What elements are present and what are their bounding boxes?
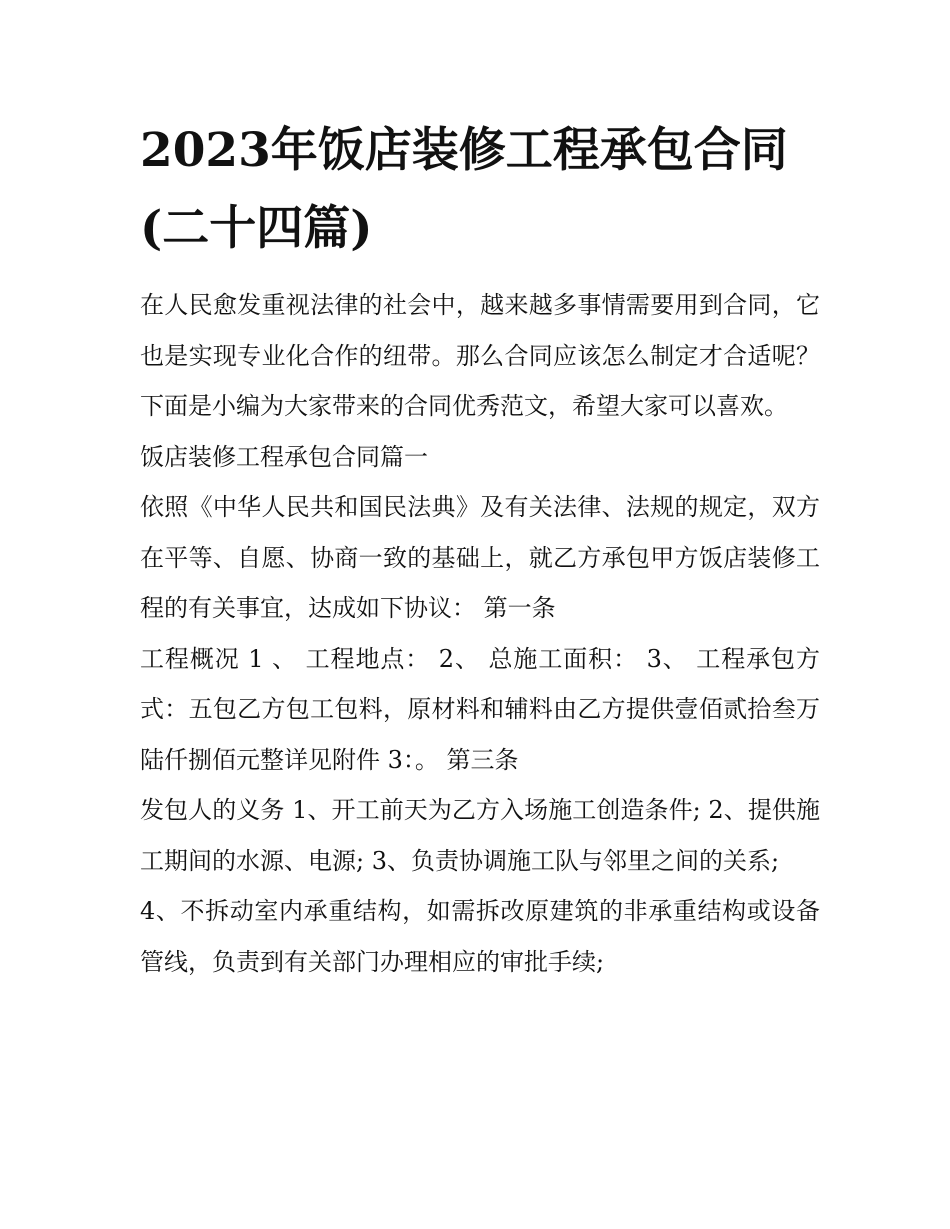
document-body bbox=[140, 280, 820, 987]
document-page bbox=[140, 112, 820, 987]
title-line-1: 2023年饭店装修工程承包合同 bbox=[140, 123, 788, 178]
section-heading: 饭店装修工程承包合同篇一 bbox=[140, 442, 428, 471]
body-paragraph: 发包人的义务 1、开工前天为乙方入场施工创造条件; 2、提供施工期间的水源、电源; 3、负责协调施工队与邻里之间的关系; bbox=[140, 796, 820, 875]
document-title bbox=[140, 112, 820, 268]
body-paragraph: 4、不拆动室内承重结构，如需拆改原建筑的非承重结构或设备管线，负责到有关部门办理相应的审批手续; bbox=[140, 897, 820, 976]
intro-paragraph: 在人民愈发重视法律的社会中，越来越多事情需要用到合同，它也是实现专业化合作的纽带。那么合同应该怎么制定才合适呢？下面是小编为大家带来的合同优秀范文，希望大家可以喜欢。 bbox=[140, 291, 820, 420]
body-paragraph: 依照《中华人民共和国民法典》及有关法律、法规的规定，双方在平等、自愿、协商一致的基础上，就乙方承包甲方饭店装修工程的有关事宜，达成如下协议： 第一条 bbox=[140, 493, 820, 622]
title-line-2: (二十四篇) bbox=[140, 201, 373, 256]
body-paragraph: 工程概况 1 、 工程地点： 2、 总施工面积： 3、 工程承包方式：五包乙方包工包料，原材料和辅料由乙方提供壹佰贰拾叁万陆仟捌佰元整详见附件 3：。 第三条 bbox=[140, 644, 820, 774]
